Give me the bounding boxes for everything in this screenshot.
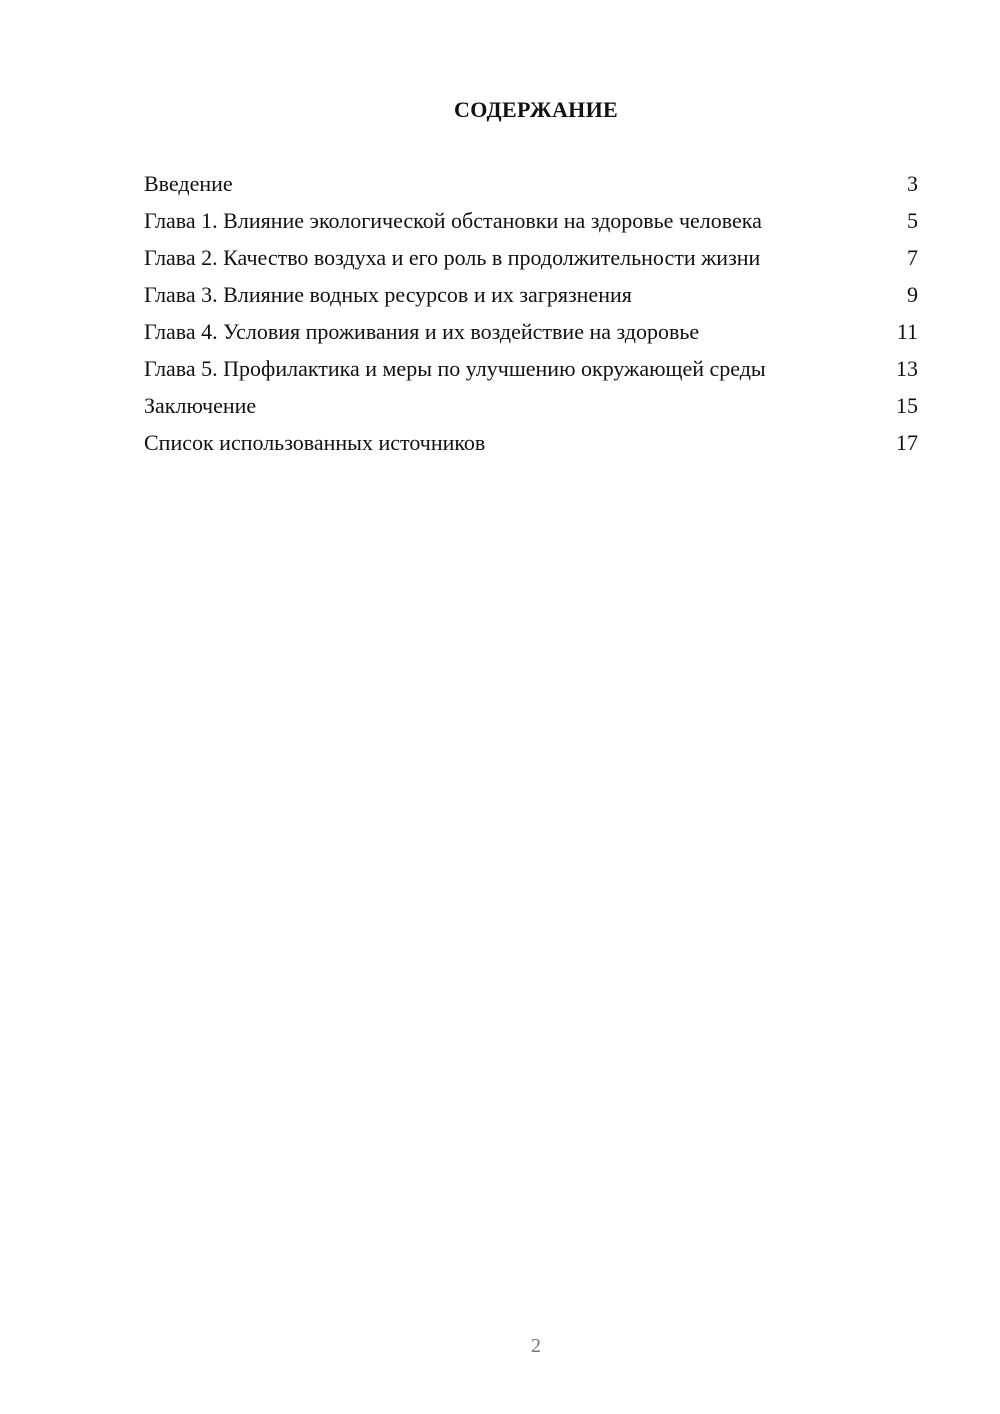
toc-entry-chapter-1 <box>144 207 918 234</box>
toc-entry-title: Введение <box>144 171 233 196</box>
toc-entry-title: Глава 4. Условия проживания и их воздействие на здоровье <box>144 319 700 344</box>
page-number: 2 <box>531 1335 541 1357</box>
toc-entry-title: Глава 5. Профилактика и меры по улучшению окружающей среды <box>144 356 766 381</box>
toc-entry-page: 17 <box>896 430 918 455</box>
toc-entry-conclusion <box>144 392 918 419</box>
toc-entry-page: 7 <box>907 245 918 270</box>
toc-entry-title: Глава 1. Влияние экологической обстановки на здоровье человека <box>144 208 762 233</box>
toc-entry-title: Заключение <box>144 393 257 418</box>
toc-entry-page: 3 <box>907 171 918 196</box>
toc-entry-introduction <box>144 170 918 197</box>
toc-entry-page: 11 <box>896 319 918 344</box>
toc-entry-page: 15 <box>896 393 918 418</box>
toc-heading: СОДЕРЖАНИЕ <box>454 97 618 122</box>
toc-entry-title: Глава 2. Качество воздуха и его роль в продолжительности жизни <box>144 245 761 270</box>
toc-entry-references <box>144 429 918 456</box>
toc-entry-page: 9 <box>907 282 918 307</box>
toc-entry-chapter-5 <box>144 355 918 382</box>
toc-entry-page: 13 <box>896 356 918 381</box>
toc-entry-title: Глава 3. Влияние водных ресурсов и их загрязнения <box>144 282 632 307</box>
table-of-contents <box>144 170 918 466</box>
toc-entry-chapter-3 <box>144 281 918 308</box>
toc-entry-chapter-4 <box>144 318 918 345</box>
toc-entry-page: 5 <box>907 208 918 233</box>
toc-entry-chapter-2 <box>144 244 918 271</box>
toc-entry-title: Список использованных источников <box>144 430 486 455</box>
